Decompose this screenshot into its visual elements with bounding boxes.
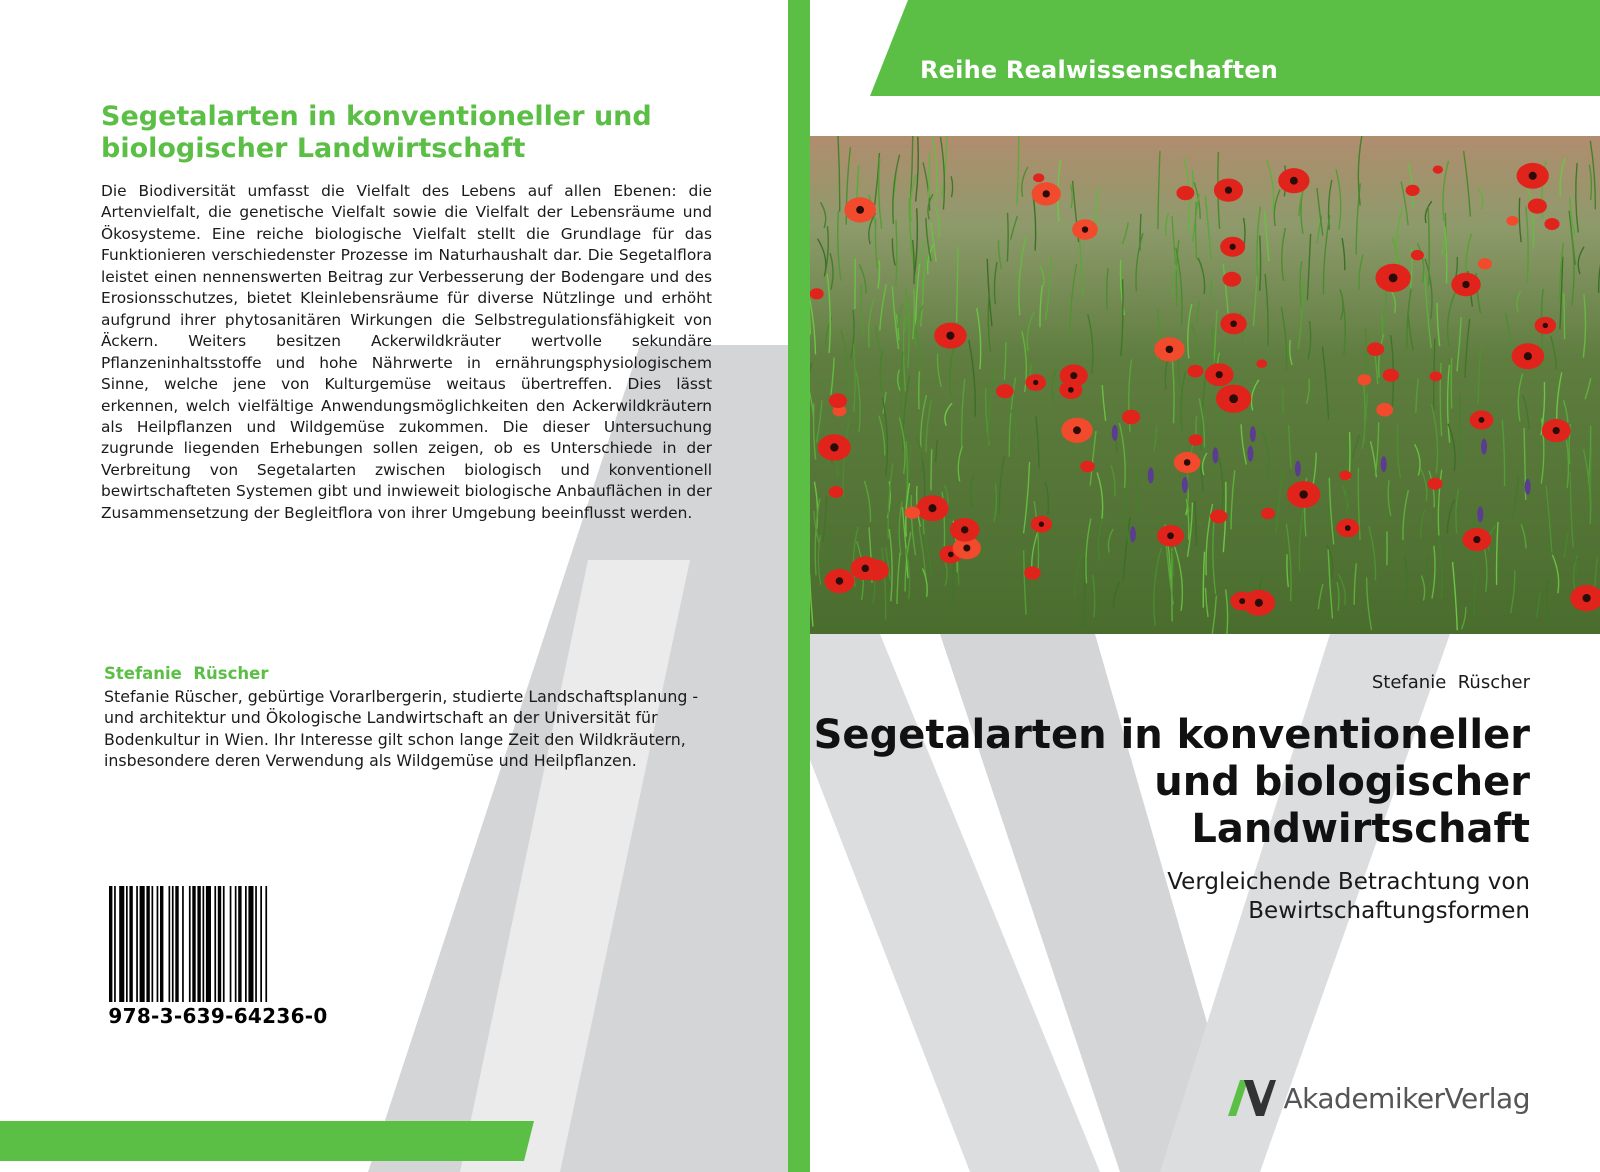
author-bio: Stefanie Rüscher, gebürtige Vorarlbergerin, studierte Landschaftsplanung -und architektur und Ökologische Landwirtschaft an der Universität für Bodenkultur in Wien. Ihr Interesse gilt schon lange Zeit den Wildkräutern, insbesondere deren Verwendung als Wildgemüse und Heilpflanzen. — [104, 687, 699, 771]
publisher-name: AkademikerVerlag — [1283, 1081, 1530, 1115]
back-title: Segetalarten in konventioneller und biologischer Landwirtschaft — [101, 101, 652, 164]
series-label: Reihe Realwissenschaften — [920, 56, 1279, 84]
barcode — [105, 884, 331, 1036]
isbn-number: 978-3-639-64236-0 — [108, 1004, 328, 1028]
poppy-field-photo — [810, 136, 1600, 634]
back-green-bar — [0, 1121, 540, 1161]
barcode-bars — [109, 886, 327, 1002]
back-author-name: Stefanie Rüscher — [104, 664, 269, 683]
back-cover — [0, 0, 788, 1172]
av-logo-icon — [1228, 1080, 1276, 1116]
publisher-logo — [1228, 1078, 1530, 1118]
spine — [788, 0, 810, 1172]
front-author: Stefanie Rüscher — [1371, 672, 1530, 693]
front-subtitle: Vergleichende Betrachtung von Bewirtschaftungsformen — [1167, 869, 1530, 924]
back-blurb: Die Biodiversität umfasst die Vielfalt des Lebens auf allen Ebenen: die Artenvielfalt, die genetische Vielfalt sowie die Vielfalt der Lebensräume und Ökosysteme. Eine reiche biologische Vielfalt stellt die Grundlage für das Funktionieren verschiedenster Prozesse im Naturhaushalt dar. Die Segetalflora leistet einen nennenswerten Beitrag zur Verbesserung der Bodengare und des Erosionsschutzes, bietet Kleinlebensräume für diverse Nützlinge und erhöht aufgrund ihrer phytosanitären Wirkungen die Selbstregulationsfähigkeit von Äckern. Weiters besitzen Ackerwildkräuter wertvolle sekundäre Pflanzeninhaltsstoffe und hohe Nährwerte in ernährungsphysiologischem Sinne, welche jene von Kulturgemüse weitaus übertreffen. Dies lässt erkennen, welch vielfältige Anwendungsmöglichkeiten den Ackerwildkräutern als Heilpflanzen und Wildgemüse zukommen. Die dieser Untersuchung zugrunde liegenden Erhebungen sollen zeigen, ob es Unterschiede in der Verbreitung von Segetalarten zwischen biologisch und konventionell bewirtschafteten Systemen gibt und inwieweit biologische Anbauflächen in der Zusammensetzung der Begleitflora von ihrer Umgebung beeinflusst werden. — [101, 182, 712, 522]
front-cover — [810, 0, 1600, 1172]
front-title: Segetalarten in konventioneller und biologischer Landwirtschaft — [813, 712, 1530, 852]
